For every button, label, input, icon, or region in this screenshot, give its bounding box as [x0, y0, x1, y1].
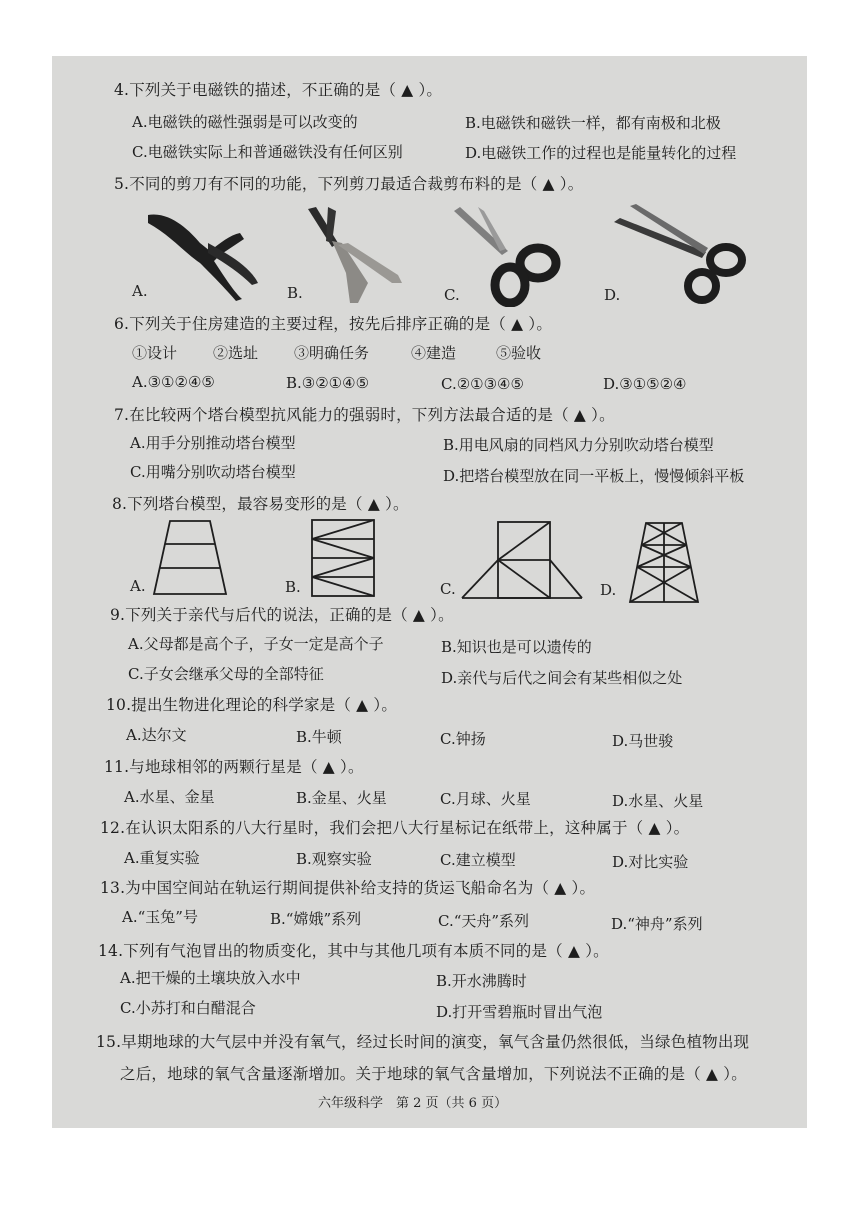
q6-option-c: C.②①③④⑤	[441, 375, 524, 393]
q4-option-a: A.电磁铁的磁性强弱是可以改变的	[132, 113, 358, 131]
tower-model-c	[460, 518, 584, 602]
q6-option-d: D.③①⑤②④	[603, 375, 687, 393]
q14-option-d: D.打开雪碧瓶时冒出气泡	[436, 1003, 603, 1021]
q12-option-a: A.重复实验	[124, 849, 200, 867]
q11-option-c: C.月球、火星	[440, 790, 531, 808]
q11-option-a: A.水星、金星	[124, 788, 215, 806]
q6-step-4: ④建造	[411, 344, 457, 362]
q7-option-d: D.把塔台模型放在同一平板上，慢慢倾斜平板	[443, 467, 745, 485]
q4-option-b: B.电磁铁和磁铁一样，都有南极和北极	[465, 114, 721, 132]
q7-stem: 7.在比较两个塔台模型抗风能力的强弱时，下列方法最合适的是（ ▲ ）。	[114, 406, 615, 424]
q9-stem: 9.下列关于亲代与后代的说法，正确的是（ ▲ ）。	[110, 606, 454, 624]
q12-option-b: B.观察实验	[296, 850, 372, 868]
q5-label-c: C.	[444, 286, 460, 304]
q15-line-1: 15.早期地球的大气层中并没有氧气，经过长时间的演变，氧气含量仍然很低，当绿色植物出现	[96, 1033, 750, 1051]
q7-option-a: A.用手分别推动塔台模型	[130, 434, 296, 452]
q9-option-d: D.亲代与后代之间会有某些相似之处	[441, 669, 683, 687]
q13-stem: 13.为中国空间站在轨运行期间提供补给支持的货运飞船命名为（ ▲ ）。	[100, 879, 596, 897]
q15-line-2: 之后，地球的氧气含量逐渐增加。关于地球的氧气含量增加，下列说法不正确的是（ ▲ ）。	[120, 1065, 747, 1083]
q9-option-a: A.父母都是高个子，子女一定是高个子	[128, 635, 384, 653]
q6-stem: 6.下列关于住房建造的主要过程，按先后排序正确的是（ ▲ ）。	[114, 315, 553, 333]
q6-step-3: ③明确任务	[294, 344, 370, 362]
q14-stem: 14.下列有气泡冒出的物质变化，其中与其他几项有本质不同的是（ ▲ ）。	[98, 942, 609, 960]
q6-option-a: A.③①②④⑤	[132, 373, 215, 391]
q8-label-c: C.	[440, 580, 456, 598]
q11-option-d: D.水星、火星	[612, 792, 704, 810]
q11-option-b: B.金星、火星	[296, 789, 387, 807]
q14-option-c: C.小苏打和白醋混合	[120, 999, 256, 1017]
q8-label-a: A.	[130, 577, 146, 595]
q4-option-d: D.电磁铁工作的过程也是能量转化的过程	[465, 144, 737, 162]
q12-option-c: C.建立模型	[440, 851, 516, 869]
q12-option-d: D.对比实验	[612, 853, 689, 871]
q12-stem: 12.在认识太阳系的八大行星时，我们会把八大行星标记在纸带上，这种属于（ ▲ ）。	[100, 819, 690, 837]
q5-stem: 5.不同的剪刀有不同的功能，下列剪刀最适合裁剪布料的是（ ▲ ）。	[114, 175, 584, 193]
q13-option-c: C.“天舟”系列	[438, 912, 530, 930]
shears-image-b	[298, 203, 408, 307]
pliers-image-a	[140, 203, 260, 303]
scissors-image-c	[448, 203, 563, 307]
q5-label-a: A.	[132, 282, 148, 300]
tower-model-d	[624, 520, 704, 606]
q11-stem: 11.与地球相邻的两颗行星是（ ▲ ）。	[104, 758, 364, 776]
q14-option-b: B.开水沸腾时	[436, 972, 527, 990]
q10-stem: 10.提出生物进化理论的科学家是（ ▲ ）。	[106, 696, 398, 714]
q9-option-b: B.知识也是可以遗传的	[441, 638, 592, 656]
q10-option-c: C.钟扬	[440, 730, 486, 748]
q6-step-5: ⑤验收	[496, 344, 542, 362]
q10-option-d: D.马世骏	[612, 732, 674, 750]
q8-label-d: D.	[600, 581, 617, 599]
q5-label-d: D.	[604, 286, 621, 304]
q8-stem: 8.下列塔台模型，最容易变形的是（ ▲ ）。	[112, 495, 409, 513]
q8-label-b: B.	[285, 578, 301, 596]
q10-option-b: B.牛顿	[296, 728, 342, 746]
tower-model-a	[150, 518, 230, 598]
scissors-image-d	[610, 200, 750, 310]
tower-model-b	[308, 516, 378, 600]
q7-option-c: C.用嘴分别吹动塔台模型	[130, 463, 296, 481]
q13-option-a: A.“玉兔”号	[122, 908, 198, 926]
q7-option-b: B.用电风扇的同档风力分别吹动塔台模型	[443, 436, 714, 454]
q6-option-b: B.③②①④⑤	[286, 374, 370, 392]
page-footer: 六年级科学 第 2 页（共 6 页）	[318, 1096, 508, 1111]
q4-option-c: C.电磁铁实际上和普通磁铁没有任何区别	[132, 143, 403, 161]
q6-step-1: ①设计	[132, 344, 178, 362]
q6-step-2: ②选址	[213, 344, 259, 362]
q5-label-b: B.	[287, 284, 303, 302]
q4-stem: 4.下列关于电磁铁的描述，不正确的是（ ▲ ）。	[114, 81, 443, 99]
q14-option-a: A.把干燥的土壤块放入水中	[120, 969, 301, 987]
q9-option-c: C.子女会继承父母的全部特征	[128, 665, 324, 683]
q10-option-a: A.达尔文	[126, 726, 187, 744]
q13-option-b: B.“嫦娥”系列	[270, 910, 362, 928]
q13-option-d: D.“神舟”系列	[611, 915, 703, 933]
